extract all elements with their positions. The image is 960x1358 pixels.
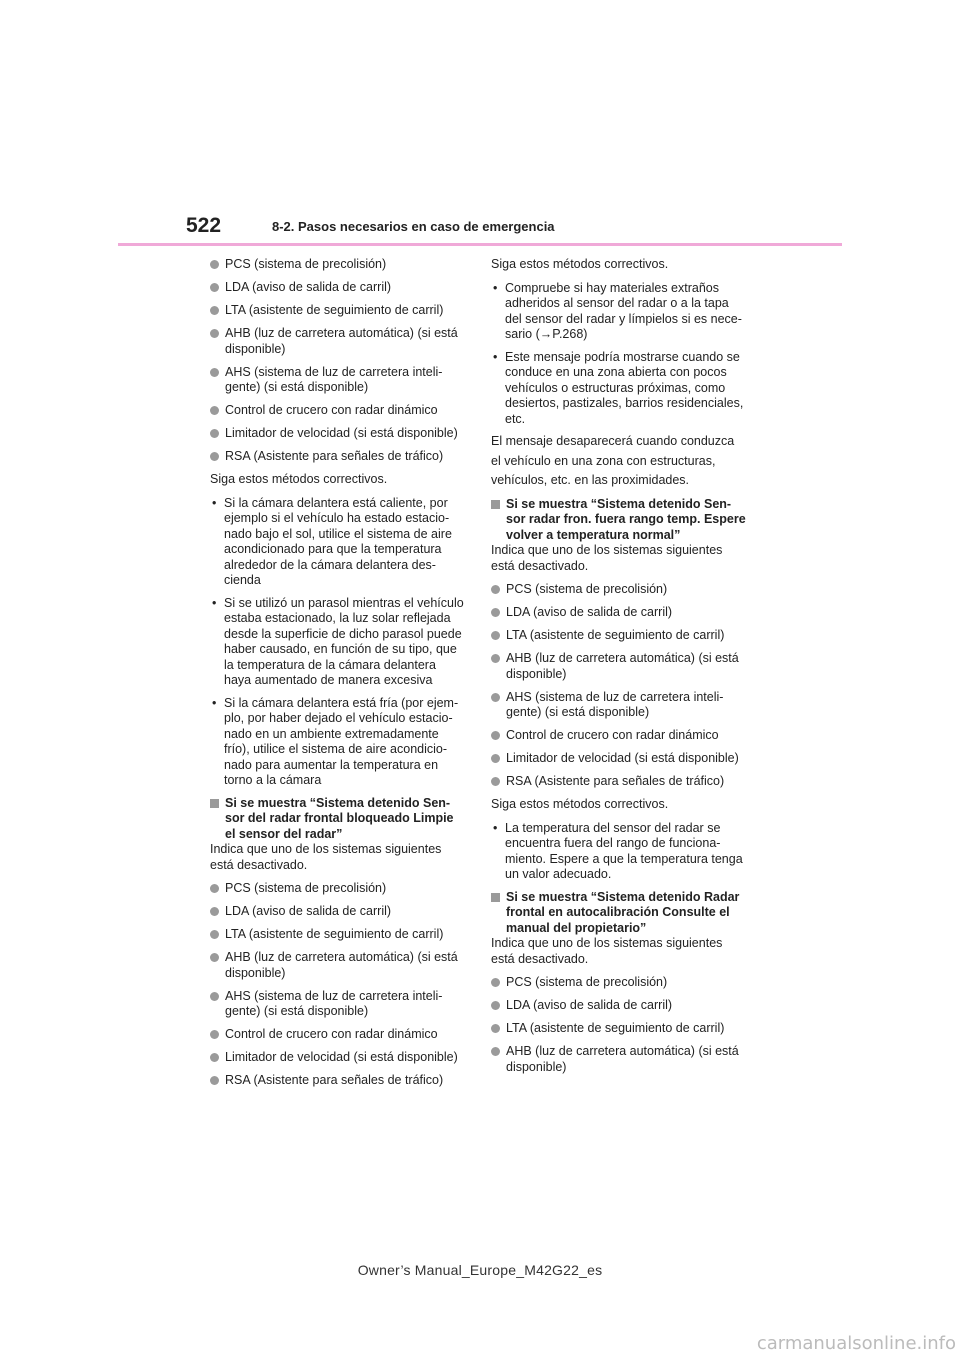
left-column — [210, 257, 466, 1096]
list-item: AHS (sistema de luz de carretera inteli-gente) (si está disponible) — [210, 989, 466, 1020]
step-item: • Compruebe si hay materiales extraños adheridos al sensor del radar o a la tapa del sensor del radar y límpielos si es nece-sario (→P.268) — [491, 281, 747, 343]
list-item: LTA (asistente de seguimiento de carril) — [210, 927, 466, 943]
note-line: El mensaje desaparecerá cuando conduzca — [491, 434, 735, 448]
paragraph: Indica que uno de los sistemas siguientes está desactivado. — [491, 543, 723, 573]
paragraph: Indica que uno de los sistemas siguientes está desactivado. — [210, 842, 442, 872]
subsection-heading: Si se muestra “Sistema detenido Sen-sor radar fron. fuera rango temp. Espere volver a temperatura normal” — [491, 497, 747, 544]
page-number: 522 — [186, 214, 222, 237]
paragraph: Indica que uno de los sistemas siguientes está desactivado. — [491, 936, 723, 966]
list-item: AHS (sistema de luz de carretera inteli-gente) (si está disponible) — [210, 365, 466, 396]
list-item: Limitador de velocidad (si está disponible) — [491, 751, 747, 767]
step-item: • Si la cámara delantera está caliente, por ejemplo si el vehículo ha estado estacio-nado bajo el sol, utilice el sistema de aire acondicionado para que la temperatura alrededor de la cámara delantera des-cienda — [210, 496, 466, 589]
paragraph: Siga estos métodos correctivos. — [491, 257, 669, 271]
list-item: LTA (asistente de seguimiento de carril) — [491, 1021, 747, 1037]
step-item: • Este mensaje podría mostrarse cuando se conduce en una zona abierta con pocos vehículos o estructuras próximas, como desiertos, pastizales, barrios residenciales, etc. — [491, 350, 747, 428]
step-item: • Si la cámara delantera está fría (por ejem-plo, por haber dejado el vehículo estacio-nado en un ambiente extremadamente frío), utilice el sistema de aire acondicio-nado para aumentar la temperatura en torno a la cámara — [210, 696, 466, 789]
list-item: LDA (aviso de salida de carril) — [491, 605, 747, 621]
note-line: vehículos, etc. en las proximidades. — [491, 473, 690, 487]
list-item: LTA (asistente de seguimiento de carril) — [210, 303, 466, 319]
step-item: • Si se utilizó un parasol mientras el vehículo estaba estacionado, la luz solar reflejada desde la superficie de dicho parasol puede haber causado, en función de su tipo, que la temperatura de la cámara delantera haya aumentado de manera excesiva — [210, 596, 466, 689]
list-item: PCS (sistema de precolisión) — [210, 257, 466, 273]
subsection-heading: Si se muestra “Sistema detenido Sen-sor del radar frontal bloqueado Limpie el sensor del radar” — [210, 796, 466, 843]
section-title: 8-2. Pasos necesarios en caso de emergencia — [272, 219, 555, 234]
list-item: Limitador de velocidad (si está disponible) — [210, 426, 466, 442]
list-item: AHB (luz de carretera automática) (si está disponible) — [491, 1044, 747, 1075]
list-item: AHB (luz de carretera automática) (si está disponible) — [210, 950, 466, 981]
list-item: Control de crucero con radar dinámico — [210, 1027, 466, 1043]
footer-manual-id: Owner’s Manual_Europe_M42G22_es — [357, 1262, 603, 1278]
note-line: el vehículo en una zona con estructuras, — [491, 453, 716, 468]
subsection-heading: Si se muestra “Sistema detenido Radar frontal en autocalibración Consulte el manual del propietario” — [491, 890, 747, 937]
paragraph: Siga estos métodos correctivos. — [210, 472, 388, 486]
list-item: PCS (sistema de precolisión) — [491, 582, 747, 598]
list-item: Control de crucero con radar dinámico — [491, 728, 747, 744]
list-item: AHB (luz de carretera automática) (si está disponible) — [210, 326, 466, 357]
header-rule — [118, 243, 842, 246]
paragraph: Siga estos métodos correctivos. — [491, 797, 669, 811]
step-item: • La temperatura del sensor del radar se encuentra fuera del rango de funciona-miento. Espere a que la temperatura tenga un valor adecuado. — [491, 821, 747, 883]
list-item: LTA (asistente de seguimiento de carril) — [491, 628, 747, 644]
list-item: Control de crucero con radar dinámico — [210, 403, 466, 419]
list-item: LDA (aviso de salida de carril) — [210, 280, 466, 296]
list-item: PCS (sistema de precolisión) — [491, 975, 747, 991]
list-item: LDA (aviso de salida de carril) — [491, 998, 747, 1014]
list-item: LDA (aviso de salida de carril) — [210, 904, 466, 920]
right-column — [491, 257, 747, 1083]
list-item: RSA (Asistente para señales de tráfico) — [210, 449, 466, 465]
list-item: AHB (luz de carretera automática) (si está disponible) — [491, 651, 747, 682]
list-item: RSA (Asistente para señales de tráfico) — [491, 774, 747, 790]
list-item: AHS (sistema de luz de carretera inteli-gente) (si está disponible) — [491, 690, 747, 721]
list-item: PCS (sistema de precolisión) — [210, 881, 466, 897]
list-item: RSA (Asistente para señales de tráfico) — [210, 1073, 466, 1089]
list-item: Limitador de velocidad (si está disponible) — [210, 1050, 466, 1066]
watermark: carmanualsonline.info — [756, 1333, 956, 1354]
